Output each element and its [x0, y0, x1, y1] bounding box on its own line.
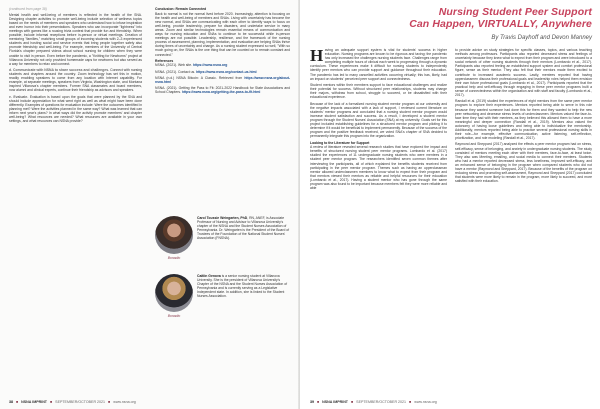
paragraph-e: [9, 95, 142, 124]
reference-item: [155, 70, 290, 74]
paragraph: Student mentors within their members support to face educational challenges and realize their potential for success. Without structured peer relationships, students may change their majors, withdraw from school, struggle to succeed, or be dissatisfied with their educational experience.: [310, 82, 447, 100]
item-e-label: e. Evaluate.: [9, 94, 29, 99]
issue-date: SEPTEMBER/OCTOBER 2021: [356, 400, 407, 404]
footer-separator: ■: [409, 400, 412, 404]
issue-date: SEPTEMBER/OCTOBER 2021: [55, 400, 106, 404]
author-block: [155, 274, 290, 330]
author-photo: [155, 274, 193, 312]
footer-separator: ■: [351, 400, 354, 404]
author-bio-text: , RN, ANEF, is Associate Professor of Nursing and Advisor to Villanova University's chapter of the NSNA and the Student Nurses Association of Pennsylvania. Dr. Weingarten is the President of the Board of Trustees of the Foundation of the National Student Nurses' Association (FNSNA).: [197, 216, 290, 241]
reference-link[interactable]: https://www.nsna.org/getting-the-pass-to-fit.html: [181, 90, 261, 95]
reference-text: NSNA. (2021). Web site.: [155, 63, 194, 68]
paragraph: Randall et al. (2019) studied the experiences of eight mentors from the same peer mentor program to explore their experiences. Mentors reported being able to serve in this role because they wanted someone had done this for them and they wanted to help the new peer networking and decrease stress levels of underclassmen. Mentors valued the face-to-face time they had with their mentees, as they believed this allowed them to have a more meaningful and deeper connection (Randall et al., 2019). Mentors also valued the autonomy of having loose guidelines and being able to individualize the mentorship. Additionally, mentors reported being able to practice several professional nursing skills in their role—for example, effective communication, active listening, self-reflection, prioritization, and role modeling (Randall et al., 2017).: [455, 99, 592, 141]
paragraph: A review of literature revealed several research studies that have explored the impact and benefits of structured nursing student peer mentor programs. Lombardo et al. (2017) studied the experiences of 11 undergraduate nursing students who were mentees in a student peer mentor program. The researchers identified seven common themes after interviewing the participants, all of which explained the benefits students received from participating in the peer mentor program. Themes such as having an upperclassman mentor allowed underclassmen members to know what to expect from their program and that mentors viewed their mentors as reliable and helpful resources for their education (Lombardo et al., 2017). Having a student mentor who has gone through the same program was also found to be important because members felt they were more reliable and able: [310, 145, 447, 191]
paragraph: Back to normal is not the normal lived before 2020. Increasingly, attention is focusing on the health and well-being of members and SNAs. Living with uncertainty has become the new normal, and SNAs are communicating with each other to identify ways to focus on well-being, provide leadership, prepare for disasters, and undertake service in many areas. Zoom and similar technologies remain essential means of communication and ways for nursing education and SNAs to continue to be successful while in-person meetings are not possible. Leadership, resilience, and the framework of the nursing process of assessment, planning, implementation, and evaluation are helping SNAs thrive during times of uncertainty and change. As a nursing student expressed so well, "With so much going on, the SNAs is the one thing that can be counted on to remain constant and connected.": [155, 11, 290, 57]
item-e-text: Evaluation is based upon the goals that were planned by the SNA and should include appreciation for what went right as well as what might have been done differently. Examples of questions for evaluation include: Were the outcomes identified in planning met? Were the activities planned in the same way? What was learned that can inform next year's plans? In what ways did the activity promote members' and chapter well-being? What resources are needed? What resources are available in your own settings, and what resources can NSNA provide?: [9, 94, 142, 124]
author-bio: [197, 274, 290, 299]
item-d-text: Connect with nursing students and chapters around the country. Zoom technology has set this in motion, readily enabling speakers to come from any location with Internet capability. For example, at separate meetings, speakers from Virginia, Washington state, and Montana inspired Villanova's chapter members. Former SNA classmates and board members, now alumni and clinical experts, continue their friendship as advisors and speakers.: [9, 68, 142, 93]
drop-cap: H: [310, 45, 324, 65]
footer-separator: ■: [317, 400, 320, 404]
item-d-label: d. Communicate with NSNA to share success and challenges.: [9, 68, 110, 72]
left-column-2: [155, 7, 290, 97]
reference-text: NSNA (n.d.) NSNA Bitcoin: A Classic. Retrieved from: [155, 75, 245, 80]
reference-item: [155, 86, 290, 94]
right-column-1: [310, 45, 447, 192]
references-heading: References: [155, 58, 174, 63]
author-block: [155, 216, 290, 272]
article-title: [372, 7, 592, 30]
left-column-1: [9, 7, 142, 126]
site-link[interactable]: www.nsna.org: [414, 400, 437, 404]
page-footer: [9, 400, 289, 406]
author-caption: Bonadio: [167, 256, 181, 260]
right-column-2: [455, 48, 592, 186]
footer-separator: ■: [50, 400, 53, 404]
paragraph: Mental health and well-being of members is reflected in the health of the SNA. Designing chapter activities to promote well-being include selection of wellness topics based on the needs of members and speakers who understand how to infuse inspiration and even humor into their presentations. Speakers who can incorporate "lightness" into meetings with games like a rousing trivia contest that provide fun and friendship. When possible, include informal receptions before in-person or virtual meetings. Creation of mentoring "families," matching small groups of incoming students with 2–3 experienced students and hosting social and service events that bring people together safely also promote friendship and well-being. For example, members of the University of Central Florida's chapter prepared videos about school nursing for children when they were unable to visit in person. Even before the pandemic, a "Knitting for Newborns" project at Villanova University not only provided homemade caps for newborns but also served as a way for members to relax and connect.: [9, 12, 142, 66]
article-byline: By Travis Dayhoff and Devon Manney: [491, 35, 592, 41]
title-line-1: Nursing Student Peer Support: [438, 6, 592, 18]
reference-item: [155, 63, 290, 67]
page-number: 38: [9, 400, 13, 404]
conclusion-heading: Conclusion: Remain Connected: [155, 7, 207, 11]
author-photo: [155, 216, 193, 254]
reference-text: NSNA. (2021). Contact us.: [155, 69, 197, 74]
reference-link[interactable]: https://www.nsna.org/contact-us.html: [196, 69, 257, 74]
author-bio-text: is a senior nursing student at Villanova University. She is the president of Villanova University's Chapter of the NSNA and the Student Nurses Association of Pennsylvania and is currently serving as a Legislative Independent state. In addition, she is linked to the Student Nurses Association.: [197, 274, 288, 299]
reference-link[interactable]: https://www.nsna.org: [193, 63, 228, 68]
author-caption: Bonadio: [167, 314, 181, 318]
reference-link[interactable]: https://www.nsna.org/about-nsna.html: [155, 75, 290, 85]
author-bio: [197, 216, 290, 241]
page-number: 39: [310, 400, 314, 404]
paragraph-d: [9, 68, 142, 93]
title-line-2: Can Happen, VIRTUALLY, Anywhere: [409, 17, 592, 30]
magazine-name: NSNA IMPRINT: [322, 400, 348, 404]
footer-separator: ■: [16, 400, 19, 404]
paragraph: to provide advice on study strategies for specific classes, topics, and various teaching methods among professors. Participants also reported decreased stress and feelings of uncertainty because they knew what to expect from their program and were introduced to a social network of other nursing students through their mentors (Lombardo et al., 2017). Participants also reported feeling an established support system and comfort professional figure, sense as their mentor. They also felt that their mentors made them excited to contribute to increased academic success. Lastly, mentees reported that having upperclassmen discuss their professional goals and leadership roles helped them envision their own future professional goals (Lombardo et al., 2017). Participants reported that the practical help and self-efficacy through engaging in these peer mentor programs built a sense of connectedness within the organization and with staff and faculty (Lombardo et al., 2017).: [455, 48, 592, 98]
author-name: Carol Toussie Weingarten, PhD: [197, 216, 248, 220]
paragraph-with-dropcap: [310, 45, 447, 81]
paragraph: Raymond and Sheppard (2017) analyzed the effects a peer mentor program had on stress, self-efficacy, sense of belonging, and anxiety in undergraduate nursing students. The study consisted of mentors meeting each other with their mentees, face-to-face, at least twice. They also was Meeting, emailing, and social media to connect their mentees. Students who had a mentor reported decreased stress, less loneliness, improved self-efficacy, and an enhanced sense of belonging in the program when compared students who did not have a mentor (Raymond and Sheppard, 2017). Because of the benefits of the program on reducing stress and promoting self-assessment, Raymond and Sheppard (2017) concluded that students were more likely to remain in the program, more likely to succeed, and more satisfied with their education.: [455, 142, 592, 184]
site-link[interactable]: www.nsna.org: [113, 400, 136, 404]
author-name: Caitlin Genova: [197, 274, 221, 278]
paragraph-text: aving an adequate support system is vital for students' success in higher education. Nursing programs are known to be rigorous and taxing; the pandemic has only increased the challenges nursing students face. Challenges range from completing multiple hours of clinical each week to progressing through a dynamic curriculum. These experiences make it difficult for nursing students to independently identify peer mentors who can provide support and guidance throughout their education. The pandemic has led to many cancelled activities occurring virtually; this has, likely, had an impact on students' perceived peer support and connectedness.: [310, 48, 447, 81]
page-footer: [310, 400, 590, 406]
magazine-name: NSNA IMPRINT: [21, 400, 47, 404]
reference-item: [155, 76, 290, 84]
continued-note: (continued from page 38): [9, 7, 47, 11]
section-heading: Looking to the Literature for Support: [310, 140, 370, 145]
reference-text: NSNA. (2021). Getting the Pass to Fit: 2021-2022 Handbook for State Associations and School Chapters.: [155, 86, 290, 95]
paragraph: Because of the lack of a formalized nursing student mentor program at our university and the negative impacts associated with a lack of support, I reviewed current literature on students' mentor programs and concluded that a nursing student mentor program would increase student satisfaction and success. As a result, I developed a student mentor program through the Student Nurses' Association (SNA) at my university. Goals set for this project included establishing guidelines for a structured mentor program and piloting it to determine if it would be beneficial to implement permanently. Because of the success of the program and the positive feedback received, we voted SNA's chapter of SNA decided to permanently integrate this program into the organization.: [310, 101, 447, 139]
footer-separator: ■: [108, 400, 111, 404]
